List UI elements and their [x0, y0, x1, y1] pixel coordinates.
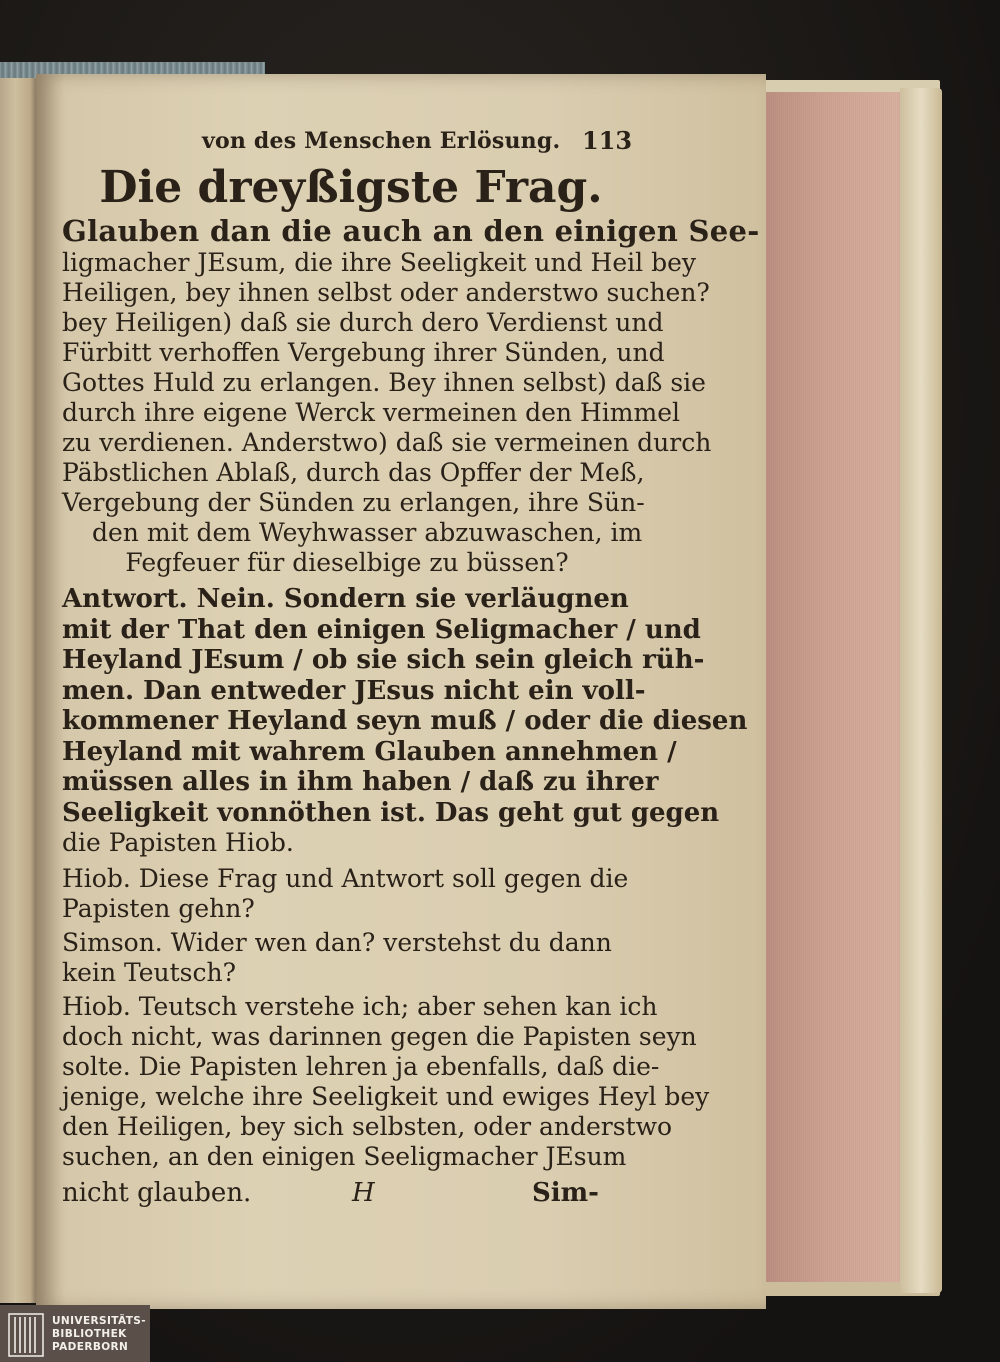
running-head-title: von des Menschen Erlösung. — [202, 128, 561, 154]
answer-line: men. Dan entweder JEsus nicht ein voll- — [62, 675, 646, 706]
catchline — [62, 1176, 632, 1210]
running-head — [62, 128, 632, 158]
question-line: zu verdienen. Anderstwo) daß sie vermeinen durch — [62, 428, 712, 457]
question-line: Gottes Huld zu erlangen. Bey ihnen selbst) daß sie — [62, 368, 706, 397]
answer-block — [62, 584, 748, 858]
dialogue-line: doch nicht, was darinnen gegen die Papisten seyn — [62, 1022, 697, 1051]
dialogue-line: Hiob. Teutsch verstehe ich; aber sehen kan ich — [62, 992, 658, 1021]
logo-line: UNIVERSITÄTS- — [52, 1315, 147, 1327]
dialogue-line: Papisten gehn? — [62, 894, 255, 923]
dialogue-block — [62, 864, 710, 1172]
signature-mark: H — [352, 1178, 375, 1208]
dialogue-line: jenige, welche ihre Seeligkeit und ewiges Heyl bey — [62, 1082, 710, 1111]
library-name — [52, 1315, 146, 1354]
chapter-heading: Die dreyßigste Frag. — [99, 162, 603, 213]
question-line: durch ihre eigene Werck vermeinen den Himmel — [62, 398, 680, 427]
library-emblem-icon — [8, 1313, 44, 1357]
page-text — [62, 126, 760, 1210]
dialogue-line: Simson. Wider wen dan? verstehst du dann — [62, 928, 612, 957]
question-line: Glauben dan die auch an den einigen See- — [62, 214, 760, 248]
question-line: Fegfeuer für dieselbige zu büssen? — [125, 548, 569, 577]
dialogue-line: solte. Die Papisten lehren ja ebenfalls, daß die- — [62, 1052, 660, 1081]
answer-line: Seeligkeit vonnöthen ist. Das geht gut gegen — [62, 797, 720, 828]
question-line: Päbstlichen Ablaß, durch das Opffer der Meß, — [62, 458, 645, 487]
answer-line: Antwort. Nein. Sondern sie verläugnen — [62, 584, 629, 614]
dialogue-line: kein Teutsch? — [62, 958, 236, 987]
library-logo — [0, 1305, 150, 1362]
question-line: Vergebung der Sünden zu erlangen, ihre Sün- — [62, 488, 645, 517]
answer-line: Heyland JEsum / ob sie sich sein gleich rüh- — [62, 645, 705, 675]
catchword: Sim- — [532, 1178, 599, 1208]
dialogue-line: den Heiligen, bey sich selbsten, oder anderstwo — [62, 1112, 673, 1141]
question-line: Heiligen, bey ihnen selbst oder anderstwo suchen? — [62, 278, 710, 307]
logo-line: BIBLIOTHEK — [52, 1328, 127, 1340]
left-page-edge — [0, 78, 39, 1303]
dialogue-line: Hiob. Diese Frag und Antwort soll gegen die — [62, 864, 629, 893]
book-cover — [900, 88, 942, 1293]
catchline-text: nicht glauben. — [62, 1178, 252, 1208]
logo-line: PADERBORN — [52, 1341, 129, 1353]
question-line: den mit dem Weyhwasser abzuwaschen, im — [92, 518, 643, 547]
answer-line: mit der That den einigen Seligmacher / und — [62, 614, 701, 645]
answer-line: kommener Heyland seyn muß / oder die diesen — [62, 706, 748, 736]
question-block — [62, 214, 760, 578]
answer-line: die Papisten Hiob. — [62, 828, 294, 857]
answer-line: müssen alles in ihm haben / daß zu ihrer — [62, 767, 659, 797]
dialogue-line: suchen, an den einigen Seeligmacher JEsum — [62, 1142, 627, 1171]
page-edges-lines — [762, 88, 912, 1288]
page-number: 113 — [582, 126, 633, 155]
answer-line: Heyland mit wahrem Glauben annehmen / — [62, 736, 677, 767]
question-line: Fürbitt verhoffen Vergebung ihrer Sünden, und — [62, 338, 665, 367]
question-line: ligmacher JEsum, die ihre Seeligkeit und Heil bey — [62, 248, 696, 277]
question-line: bey Heiligen) daß sie durch dero Verdienst und — [62, 308, 664, 337]
